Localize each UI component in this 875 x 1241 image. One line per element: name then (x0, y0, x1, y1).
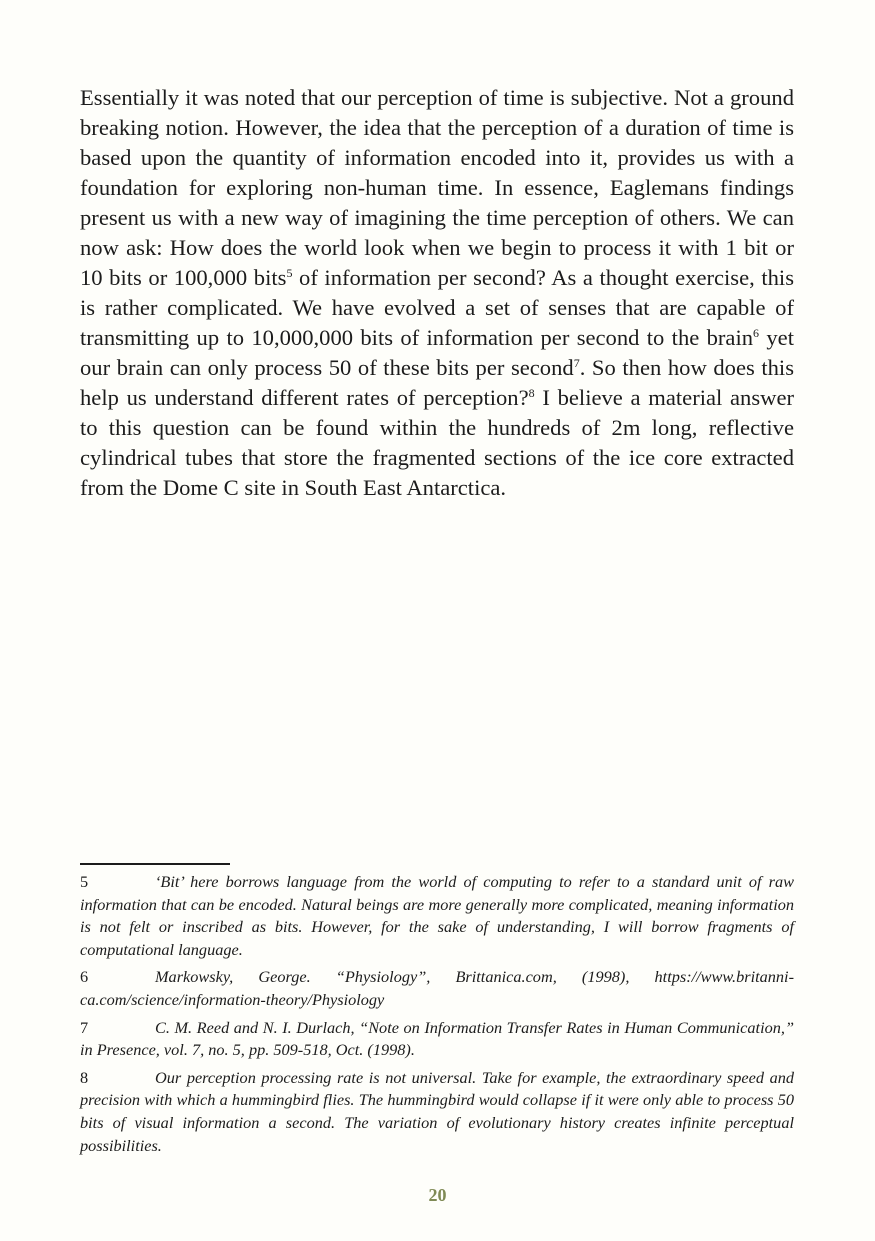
footnote-ref-6[interactable]: 6 (753, 326, 760, 340)
body-text-segment: I believe a material answer to this question can be found within the hundreds of 2m long, reflective cylindrical tubes that store the fragmented sections of the ice core extracted from the Dome C site in South East Antarctica. (80, 385, 795, 500)
footnote-number: 5 (80, 872, 89, 891)
body-text-segment: yet our brain can only process 50 of these bits per second (80, 325, 794, 380)
footnote-text: Our perception processing rate is not universal. Take for example, the extraordinary speed and precision with which a hummingbird flies. The hummingbird would collapse if it were only able to process 50 bits of visual information a second. The variation of evolutionary history creates infinite perceptual possibilities. (80, 1067, 794, 1155)
body-text-segment: of information per second? As a thought exercise, this is rather complicated. We have evolved a set of senses that are capable of transmitting up to 10,000,000 bits of information per second to the brain (80, 265, 794, 350)
body-paragraph (80, 83, 794, 503)
footnotes-section (80, 871, 794, 1162)
body-text-segment: . So then how does this help us understand different rates of perception? (80, 355, 794, 410)
footnote-text: ‘Bit’ here borrows language from the world of computing to refer to a standard unit of raw information that can be encoded. Natural beings are more generally more complicated, meaning information is not felt or inscribed as bits. However, for the sake of understanding, I will borrow fragments of computational language. (80, 872, 794, 959)
footnote-number: 6 (80, 967, 89, 987)
page-number: 20 (428, 1185, 447, 1205)
body-text-segment: Essentially it was noted that our perception of time is subjective. Not a ground breaking notion. However, the idea that the perception of a duration of time is based upon the quantity of information encoded into it, provides us with a foundation for exploring non-human time. In essence, Eaglemans findings present us with a new way of imagining the time perception of others. We can now ask: How does the world look when we begin to process it with 1 bit or 10 bits or 100,000 bits (80, 85, 794, 290)
footnote-ref-7[interactable]: 7 (573, 356, 580, 370)
footnote-text: Markowsky, George. “Physiology”, Brittanica.com, (1998), https://www.britanni-ca.com/science/information-theory/Physiology (80, 967, 794, 1009)
footnote-ref-8[interactable]: 8 (528, 386, 535, 400)
footnote-divider (80, 863, 230, 865)
footnote-5 (80, 871, 794, 961)
footnote-text: C. M. Reed and N. I. Durlach, “Note on Information Transfer Rates in Human Communication,” in Presence, vol. 7, no. 5, pp. 509-518, Oct. (1998). (80, 1017, 794, 1060)
footnote-number: 8 (80, 1067, 89, 1087)
footnote-6 (80, 966, 794, 1011)
footnote-ref-5[interactable]: 5 (286, 266, 293, 280)
footnote-7 (80, 1017, 794, 1062)
footnote-8 (80, 1067, 794, 1157)
footnote-number: 7 (80, 1017, 89, 1037)
